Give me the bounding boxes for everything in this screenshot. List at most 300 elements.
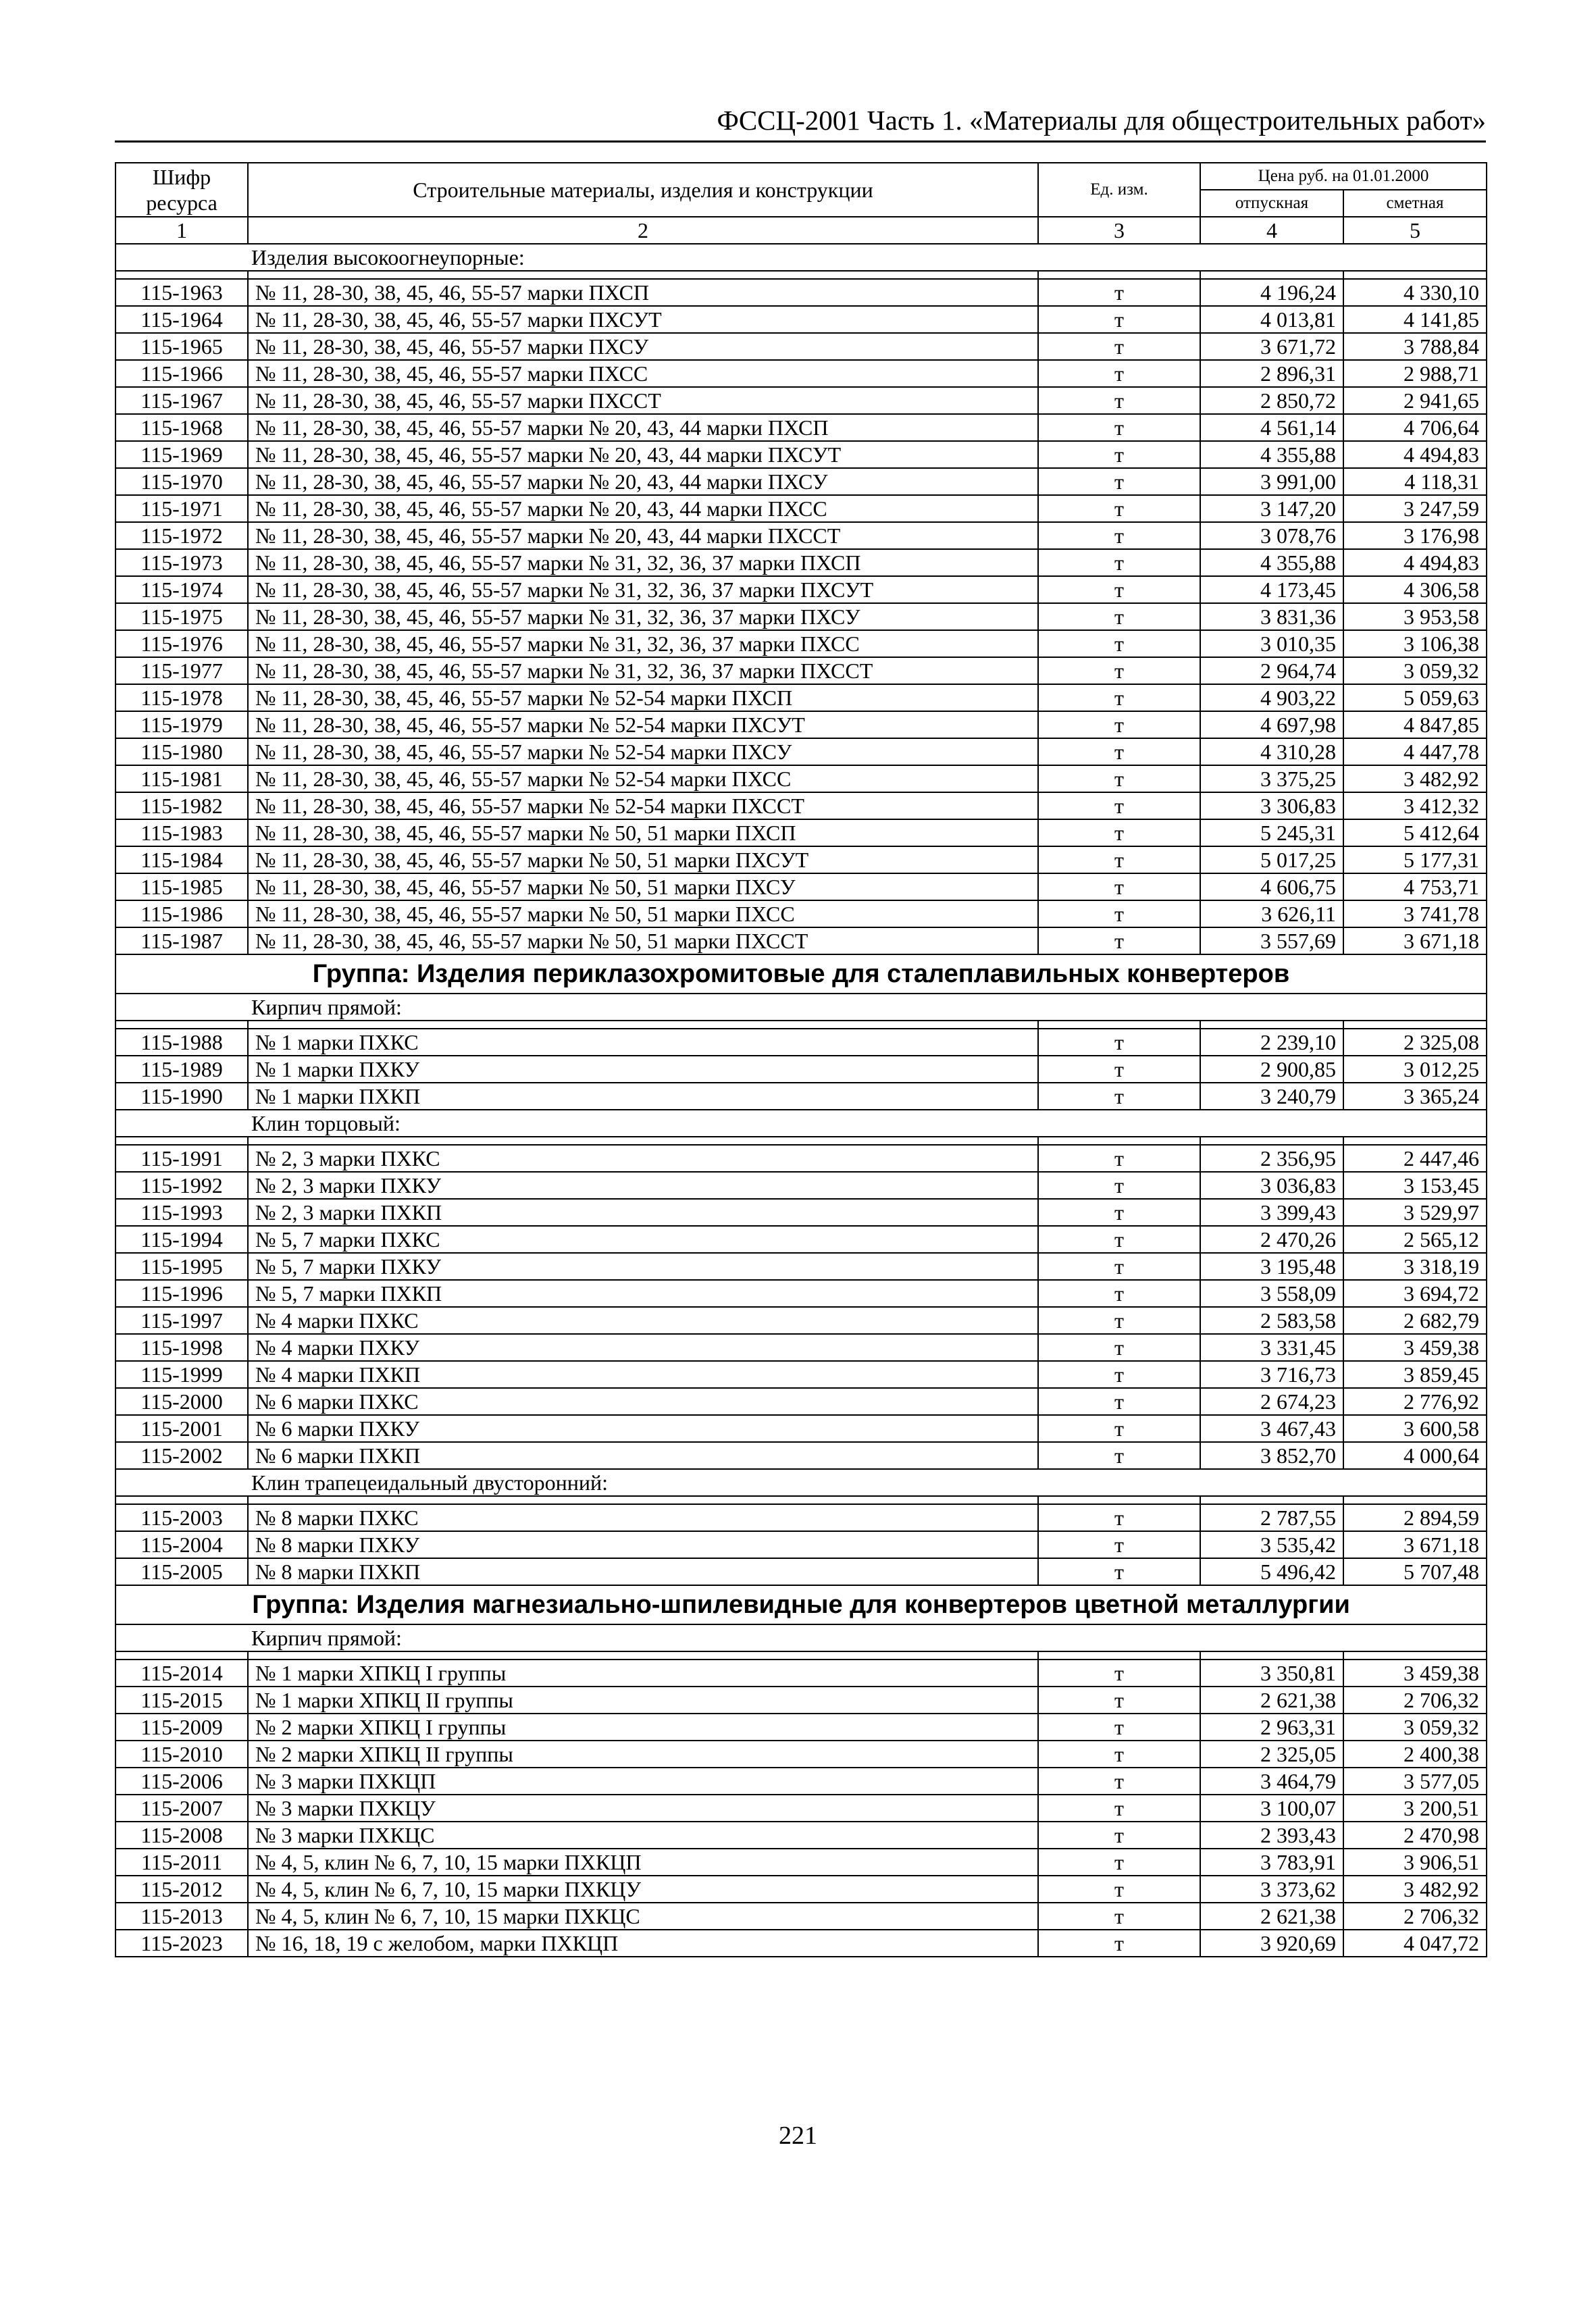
estimate-price-cell: 3 200,51 (1343, 1795, 1487, 1822)
material-name-cell: № 11, 28-30, 38, 45, 46, 55-57 марки № 50, 51 марки ПХСС (248, 900, 1038, 927)
column-number: 1 (115, 217, 248, 244)
release-price-cell: 3 399,43 (1200, 1199, 1343, 1226)
group-heading-row (115, 1585, 1487, 1624)
estimate-price-cell: 2 325,08 (1343, 1029, 1487, 1056)
resource-code-cell: 115-1983 (115, 819, 248, 846)
unit-cell: т (1038, 1307, 1200, 1334)
release-price-cell: 2 964,74 (1200, 657, 1343, 684)
estimate-price-cell: 3 247,59 (1343, 495, 1487, 522)
resource-code-cell: 115-2009 (115, 1714, 248, 1741)
release-price-cell: 4 173,45 (1200, 576, 1343, 603)
resource-code-cell: 115-1981 (115, 765, 248, 792)
estimate-price-cell: 5 177,31 (1343, 846, 1487, 873)
resource-code-cell: 115-1969 (115, 441, 248, 468)
table-row (115, 468, 1487, 495)
table-row (115, 576, 1487, 603)
release-price-cell: 5 496,42 (1200, 1558, 1343, 1585)
resource-code-cell: 115-2005 (115, 1558, 248, 1585)
unit-cell: т (1038, 792, 1200, 819)
table-row (115, 1930, 1487, 1957)
resource-code-cell: 115-1989 (115, 1056, 248, 1083)
material-name-cell: № 1 марки ПХКС (248, 1029, 1038, 1056)
material-name-cell: № 2, 3 марки ПХКУ (248, 1172, 1038, 1199)
resource-code-cell: 115-1965 (115, 333, 248, 360)
release-price-cell: 2 621,38 (1200, 1687, 1343, 1714)
resource-code-cell: 115-1966 (115, 360, 248, 387)
release-price-cell: 2 900,85 (1200, 1056, 1343, 1083)
unit-cell: т (1038, 1415, 1200, 1442)
release-price-cell: 2 896,31 (1200, 360, 1343, 387)
estimate-price-cell: 2 706,32 (1343, 1687, 1487, 1714)
table-row (115, 1083, 1487, 1110)
estimate-price-cell: 3 059,32 (1343, 1714, 1487, 1741)
resource-code-cell: 115-1993 (115, 1199, 248, 1226)
material-name-cell: № 1 марки ХПКЦ I группы (248, 1660, 1038, 1687)
unit-cell: т (1038, 522, 1200, 549)
subgroup-heading: Клин трапецеидальный двусторонний: (115, 1469, 1487, 1496)
separator-cell (1200, 271, 1343, 279)
unit-cell: т (1038, 1056, 1200, 1083)
material-name-cell: № 4, 5, клин № 6, 7, 10, 15 марки ПХКЦС (248, 1903, 1038, 1930)
resource-code-cell: 115-1995 (115, 1253, 248, 1280)
unit-cell: т (1038, 1145, 1200, 1172)
release-price-cell: 4 606,75 (1200, 873, 1343, 900)
material-name-cell: № 11, 28-30, 38, 45, 46, 55-57 марки ПХССТ (248, 387, 1038, 414)
material-name-cell: № 4 марки ПХКУ (248, 1334, 1038, 1361)
material-name-cell: № 5, 7 марки ПХКП (248, 1280, 1038, 1307)
material-name-cell: № 11, 28-30, 38, 45, 46, 55-57 марки № 31, 32, 36, 37 марки ПХССТ (248, 657, 1038, 684)
release-price-cell: 3 375,25 (1200, 765, 1343, 792)
table-row (115, 1687, 1487, 1714)
table-row (115, 846, 1487, 873)
unit-cell: т (1038, 468, 1200, 495)
release-price-cell: 3 078,76 (1200, 522, 1343, 549)
price-table (115, 162, 1487, 1957)
resource-code-cell: 115-1984 (115, 846, 248, 873)
subgroup-heading: Кирпич прямой: (115, 994, 1487, 1021)
table-row (115, 1795, 1487, 1822)
estimate-price-cell: 5 412,64 (1343, 819, 1487, 846)
unit-cell: т (1038, 1687, 1200, 1714)
estimate-price-cell: 3 059,32 (1343, 657, 1487, 684)
resource-code-cell: 115-1987 (115, 927, 248, 954)
unit-cell: т (1038, 1172, 1200, 1199)
table-row (115, 819, 1487, 846)
estimate-price-cell: 2 894,59 (1343, 1504, 1487, 1531)
release-price-cell: 3 350,81 (1200, 1660, 1343, 1687)
estimate-price-cell: 3 859,45 (1343, 1361, 1487, 1388)
material-name-cell: № 11, 28-30, 38, 45, 46, 55-57 марки № 20, 43, 44 марки ПХСУ (248, 468, 1038, 495)
resource-code-cell: 115-2006 (115, 1768, 248, 1795)
resource-code-cell: 115-1988 (115, 1029, 248, 1056)
column-number-row (115, 217, 1487, 244)
separator-cell (115, 271, 248, 279)
release-price-cell: 3 626,11 (1200, 900, 1343, 927)
unit-cell: т (1038, 1253, 1200, 1280)
unit-cell: т (1038, 1083, 1200, 1110)
row-separator (115, 1137, 1487, 1145)
resource-code-cell: 115-1998 (115, 1334, 248, 1361)
column-header-code: Шифр ресурса (115, 163, 248, 217)
release-price-cell: 4 355,88 (1200, 441, 1343, 468)
unit-cell: т (1038, 927, 1200, 954)
estimate-price-cell: 3 671,18 (1343, 1531, 1487, 1558)
table-row (115, 306, 1487, 333)
estimate-price-cell: 3 694,72 (1343, 1280, 1487, 1307)
resource-code-cell: 115-1985 (115, 873, 248, 900)
material-name-cell: № 6 марки ПХКС (248, 1388, 1038, 1415)
table-row (115, 873, 1487, 900)
resource-code-cell: 115-2023 (115, 1930, 248, 1957)
unit-cell: т (1038, 441, 1200, 468)
release-price-cell: 2 393,43 (1200, 1822, 1343, 1849)
estimate-price-cell: 5 707,48 (1343, 1558, 1487, 1585)
estimate-price-cell: 4 306,58 (1343, 576, 1487, 603)
table-row (115, 1504, 1487, 1531)
release-price-cell: 3 671,72 (1200, 333, 1343, 360)
table-row (115, 1768, 1487, 1795)
estimate-price-cell: 4 753,71 (1343, 873, 1487, 900)
estimate-price-cell: 3 482,92 (1343, 765, 1487, 792)
separator-cell (1343, 271, 1487, 279)
separator-cell (248, 1137, 1038, 1145)
material-name-cell: № 11, 28-30, 38, 45, 46, 55-57 марки № 20, 43, 44 марки ПХСП (248, 414, 1038, 441)
resource-code-cell: 115-1968 (115, 414, 248, 441)
unit-cell: т (1038, 549, 1200, 576)
table-row (115, 1660, 1487, 1687)
release-price-cell: 2 356,95 (1200, 1145, 1343, 1172)
resource-code-cell: 115-1967 (115, 387, 248, 414)
unit-cell: т (1038, 576, 1200, 603)
table-row (115, 1199, 1487, 1226)
material-name-cell: № 4 марки ПХКС (248, 1307, 1038, 1334)
unit-cell: т (1038, 279, 1200, 306)
material-name-cell: № 5, 7 марки ПХКС (248, 1226, 1038, 1253)
unit-cell: т (1038, 1822, 1200, 1849)
resource-code-cell: 115-1999 (115, 1361, 248, 1388)
resource-code-cell: 115-1975 (115, 603, 248, 630)
release-price-cell: 2 325,05 (1200, 1741, 1343, 1768)
table-row (115, 333, 1487, 360)
column-number: 5 (1343, 217, 1487, 244)
column-header-estimate: сметная (1343, 190, 1487, 217)
table-row (115, 360, 1487, 387)
resource-code-cell: 115-1972 (115, 522, 248, 549)
material-name-cell: № 4, 5, клин № 6, 7, 10, 15 марки ПХКЦУ (248, 1876, 1038, 1903)
table-row (115, 765, 1487, 792)
unit-cell: т (1038, 1930, 1200, 1957)
estimate-price-cell: 3 459,38 (1343, 1660, 1487, 1687)
row-separator (115, 1496, 1487, 1504)
unit-cell: т (1038, 306, 1200, 333)
separator-cell (1343, 1137, 1487, 1145)
unit-cell: т (1038, 1280, 1200, 1307)
resource-code-cell: 115-2001 (115, 1415, 248, 1442)
separator-cell (1343, 1021, 1487, 1029)
column-header-unit: Ед. изм. (1038, 163, 1200, 217)
group-heading: Группа: Изделия периклазохромитовые для сталеплавильных конвертеров (115, 954, 1487, 994)
estimate-price-cell: 4 047,72 (1343, 1930, 1487, 1957)
release-price-cell: 4 355,88 (1200, 549, 1343, 576)
unit-cell: т (1038, 1741, 1200, 1768)
estimate-price-cell: 3 906,51 (1343, 1849, 1487, 1876)
release-price-cell: 5 017,25 (1200, 846, 1343, 873)
material-name-cell: № 1 марки ХПКЦ II группы (248, 1687, 1038, 1714)
resource-code-cell: 115-1980 (115, 738, 248, 765)
material-name-cell: № 11, 28-30, 38, 45, 46, 55-57 марки № 50, 51 марки ПХССТ (248, 927, 1038, 954)
resource-code-cell: 115-2007 (115, 1795, 248, 1822)
unit-cell: т (1038, 1795, 1200, 1822)
estimate-price-cell: 4 494,83 (1343, 549, 1487, 576)
estimate-price-cell: 4 447,78 (1343, 738, 1487, 765)
unit-cell: т (1038, 495, 1200, 522)
estimate-price-cell: 3 577,05 (1343, 1768, 1487, 1795)
resource-code-cell: 115-1992 (115, 1172, 248, 1199)
table-row (115, 1714, 1487, 1741)
separator-cell (1038, 1496, 1200, 1504)
material-name-cell: № 11, 28-30, 38, 45, 46, 55-57 марки № 50, 51 марки ПХСП (248, 819, 1038, 846)
unit-cell: т (1038, 603, 1200, 630)
unit-cell: т (1038, 1442, 1200, 1469)
release-price-cell: 3 991,00 (1200, 468, 1343, 495)
release-price-cell: 2 621,38 (1200, 1903, 1343, 1930)
material-name-cell: № 3 марки ПХКЦС (248, 1822, 1038, 1849)
material-name-cell: № 4 марки ПХКП (248, 1361, 1038, 1388)
unit-cell: т (1038, 873, 1200, 900)
release-price-cell: 3 920,69 (1200, 1930, 1343, 1957)
separator-cell (248, 1021, 1038, 1029)
table-row (115, 1903, 1487, 1930)
material-name-cell: № 11, 28-30, 38, 45, 46, 55-57 марки № 31, 32, 36, 37 марки ПХСУТ (248, 576, 1038, 603)
material-name-cell: № 8 марки ПХКС (248, 1504, 1038, 1531)
table-row (115, 1849, 1487, 1876)
unit-cell: т (1038, 1849, 1200, 1876)
release-price-cell: 2 674,23 (1200, 1388, 1343, 1415)
release-price-cell: 4 697,98 (1200, 711, 1343, 738)
release-price-cell: 4 196,24 (1200, 279, 1343, 306)
subgroup-heading-row (115, 1110, 1487, 1137)
unit-cell: т (1038, 333, 1200, 360)
table-row (115, 1029, 1487, 1056)
unit-cell: т (1038, 1226, 1200, 1253)
page-header-title: ФССЦ-2001 Часть 1. «Материалы для общестроительных работ» (717, 105, 1486, 136)
estimate-price-cell: 3 741,78 (1343, 900, 1487, 927)
table-row (115, 387, 1487, 414)
table-row (115, 1056, 1487, 1083)
separator-cell (1200, 1651, 1343, 1660)
table-body (115, 244, 1487, 1957)
table-row (115, 1388, 1487, 1415)
resource-code-cell: 115-1990 (115, 1083, 248, 1110)
material-name-cell: № 11, 28-30, 38, 45, 46, 55-57 марки № 52-54 марки ПХССТ (248, 792, 1038, 819)
release-price-cell: 3 331,45 (1200, 1334, 1343, 1361)
subgroup-heading: Кирпич прямой: (115, 1624, 1487, 1651)
table-row (115, 711, 1487, 738)
table-row (115, 441, 1487, 468)
table-row (115, 1361, 1487, 1388)
material-name-cell: № 5, 7 марки ПХКУ (248, 1253, 1038, 1280)
estimate-price-cell: 4 141,85 (1343, 306, 1487, 333)
material-name-cell: № 11, 28-30, 38, 45, 46, 55-57 марки № 20, 43, 44 марки ПХССТ (248, 522, 1038, 549)
column-number: 4 (1200, 217, 1343, 244)
material-name-cell: № 6 марки ПХКУ (248, 1415, 1038, 1442)
release-price-cell: 3 147,20 (1200, 495, 1343, 522)
material-name-cell: № 11, 28-30, 38, 45, 46, 55-57 марки № 31, 32, 36, 37 марки ПХСС (248, 630, 1038, 657)
unit-cell: т (1038, 1660, 1200, 1687)
resource-code-cell: 115-2008 (115, 1822, 248, 1849)
table-row (115, 1741, 1487, 1768)
unit-cell: т (1038, 1029, 1200, 1056)
page-number: 221 (779, 2122, 817, 2150)
estimate-price-cell: 4 494,83 (1343, 441, 1487, 468)
estimate-price-cell: 2 565,12 (1343, 1226, 1487, 1253)
estimate-price-cell: 3 671,18 (1343, 927, 1487, 954)
table-row (115, 1172, 1487, 1199)
table-row (115, 1307, 1487, 1334)
unit-cell: т (1038, 900, 1200, 927)
estimate-price-cell: 4 706,64 (1343, 414, 1487, 441)
resource-code-cell: 115-1964 (115, 306, 248, 333)
estimate-price-cell: 3 106,38 (1343, 630, 1487, 657)
subgroup-heading-row (115, 244, 1487, 271)
material-name-cell: № 1 марки ПХКП (248, 1083, 1038, 1110)
resource-code-cell: 115-1996 (115, 1280, 248, 1307)
material-name-cell: № 11, 28-30, 38, 45, 46, 55-57 марки № 52-54 марки ПХСП (248, 684, 1038, 711)
unit-cell: т (1038, 1504, 1200, 1531)
material-name-cell: № 11, 28-30, 38, 45, 46, 55-57 марки № 52-54 марки ПХСУ (248, 738, 1038, 765)
estimate-price-cell: 2 682,79 (1343, 1307, 1487, 1334)
resource-code-cell: 115-2004 (115, 1531, 248, 1558)
resource-code-cell: 115-2003 (115, 1504, 248, 1531)
estimate-price-cell: 3 412,32 (1343, 792, 1487, 819)
table-row (115, 684, 1487, 711)
table-row (115, 1280, 1487, 1307)
release-price-cell: 3 195,48 (1200, 1253, 1343, 1280)
unit-cell: т (1038, 1388, 1200, 1415)
unit-cell: т (1038, 1714, 1200, 1741)
unit-cell: т (1038, 1768, 1200, 1795)
separator-cell (1343, 1496, 1487, 1504)
unit-cell: т (1038, 1361, 1200, 1388)
release-price-cell: 2 239,10 (1200, 1029, 1343, 1056)
table-row (115, 738, 1487, 765)
unit-cell: т (1038, 414, 1200, 441)
group-heading-row (115, 954, 1487, 994)
separator-cell (1200, 1021, 1343, 1029)
estimate-price-cell: 3 365,24 (1343, 1083, 1487, 1110)
estimate-price-cell: 3 788,84 (1343, 333, 1487, 360)
material-name-cell: № 2, 3 марки ПХКП (248, 1199, 1038, 1226)
table-row (115, 495, 1487, 522)
unit-cell: т (1038, 657, 1200, 684)
material-name-cell: № 11, 28-30, 38, 45, 46, 55-57 марки № 52-54 марки ПХСУТ (248, 711, 1038, 738)
release-price-cell: 3 557,69 (1200, 927, 1343, 954)
estimate-price-cell: 2 400,38 (1343, 1741, 1487, 1768)
release-price-cell: 4 903,22 (1200, 684, 1343, 711)
resource-code-cell: 115-1971 (115, 495, 248, 522)
unit-cell: т (1038, 684, 1200, 711)
material-name-cell: № 11, 28-30, 38, 45, 46, 55-57 марки ПХСУ (248, 333, 1038, 360)
estimate-price-cell: 2 706,32 (1343, 1903, 1487, 1930)
release-price-cell: 3 467,43 (1200, 1415, 1343, 1442)
estimate-price-cell: 4 847,85 (1343, 711, 1487, 738)
estimate-price-cell: 2 447,46 (1343, 1145, 1487, 1172)
subgroup-heading: Изделия высокоогнеупорные: (115, 244, 1487, 271)
release-price-cell: 5 245,31 (1200, 819, 1343, 846)
material-name-cell: № 8 марки ПХКУ (248, 1531, 1038, 1558)
resource-code-cell: 115-1997 (115, 1307, 248, 1334)
subgroup-heading: Клин торцовый: (115, 1110, 1487, 1137)
resource-code-cell: 115-1979 (115, 711, 248, 738)
table-row (115, 927, 1487, 954)
material-name-cell: № 11, 28-30, 38, 45, 46, 55-57 марки ПХСУТ (248, 306, 1038, 333)
table-row (115, 1531, 1487, 1558)
column-header-price: Цена руб. на 01.01.2000 (1200, 163, 1487, 190)
material-name-cell: № 11, 28-30, 38, 45, 46, 55-57 марки № 31, 32, 36, 37 марки ПХСП (248, 549, 1038, 576)
material-name-cell: № 4, 5, клин № 6, 7, 10, 15 марки ПХКЦП (248, 1849, 1038, 1876)
unit-cell: т (1038, 1199, 1200, 1226)
table-header-row (115, 163, 1487, 190)
resource-code-cell: 115-1963 (115, 279, 248, 306)
release-price-cell: 2 787,55 (1200, 1504, 1343, 1531)
separator-cell (248, 1651, 1038, 1660)
page-header (115, 101, 1486, 143)
column-header-release: отпускная (1200, 190, 1343, 217)
estimate-price-cell: 5 059,63 (1343, 684, 1487, 711)
resource-code-cell: 115-1994 (115, 1226, 248, 1253)
resource-code-cell: 115-2002 (115, 1442, 248, 1469)
release-price-cell: 2 963,31 (1200, 1714, 1343, 1741)
table-row (115, 1558, 1487, 1585)
unit-cell: т (1038, 360, 1200, 387)
estimate-price-cell: 3 012,25 (1343, 1056, 1487, 1083)
separator-cell (1200, 1496, 1343, 1504)
release-price-cell: 4 013,81 (1200, 306, 1343, 333)
release-price-cell: 3 831,36 (1200, 603, 1343, 630)
table-row (115, 1822, 1487, 1849)
release-price-cell: 3 535,42 (1200, 1531, 1343, 1558)
estimate-price-cell: 3 459,38 (1343, 1334, 1487, 1361)
material-name-cell: № 1 марки ПХКУ (248, 1056, 1038, 1083)
material-name-cell: № 11, 28-30, 38, 45, 46, 55-57 марки № 50, 51 марки ПХСУТ (248, 846, 1038, 873)
estimate-price-cell: 2 470,98 (1343, 1822, 1487, 1849)
estimate-price-cell: 3 153,45 (1343, 1172, 1487, 1199)
subgroup-heading-row (115, 1469, 1487, 1496)
table-row (115, 279, 1487, 306)
resource-code-cell: 115-1991 (115, 1145, 248, 1172)
column-header-name: Строительные материалы, изделия и конструкции (248, 163, 1038, 217)
separator-cell (115, 1651, 248, 1660)
material-name-cell: № 11, 28-30, 38, 45, 46, 55-57 марки ПХСП (248, 279, 1038, 306)
material-name-cell: № 3 марки ПХКЦП (248, 1768, 1038, 1795)
material-name-cell: № 11, 28-30, 38, 45, 46, 55-57 марки ПХСС (248, 360, 1038, 387)
separator-cell (1038, 271, 1200, 279)
separator-cell (1038, 1651, 1200, 1660)
table-row (115, 1442, 1487, 1469)
resource-code-cell: 115-1976 (115, 630, 248, 657)
table-row (115, 1253, 1487, 1280)
separator-cell (1038, 1021, 1200, 1029)
table-row (115, 522, 1487, 549)
release-price-cell: 3 783,91 (1200, 1849, 1343, 1876)
separator-cell (1038, 1137, 1200, 1145)
material-name-cell: № 16, 18, 19 с желобом, марки ПХКЦП (248, 1930, 1038, 1957)
release-price-cell: 3 010,35 (1200, 630, 1343, 657)
estimate-price-cell: 3 482,92 (1343, 1876, 1487, 1903)
column-number: 3 (1038, 217, 1200, 244)
unit-cell: т (1038, 1903, 1200, 1930)
estimate-price-cell: 3 318,19 (1343, 1253, 1487, 1280)
